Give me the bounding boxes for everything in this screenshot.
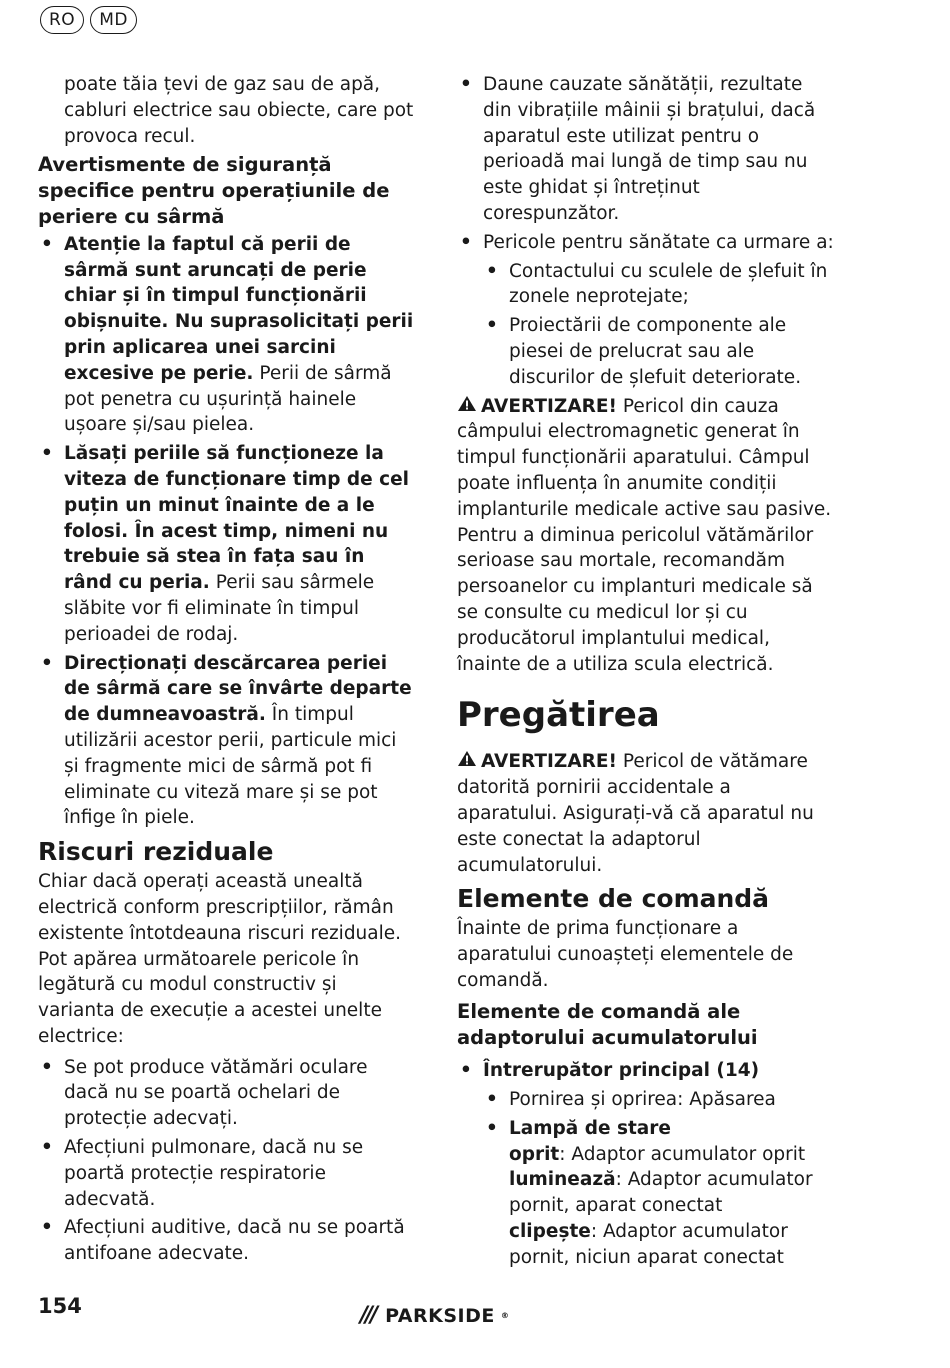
sub-list <box>483 259 835 391</box>
language-badge-ro: RO <box>40 6 84 34</box>
residual-risks-list <box>38 1055 416 1267</box>
list-item: • Afecțiuni auditive, dacă nu se poartă antifoane adecvate. <box>38 1215 416 1267</box>
controls-text: Înainte de prima funcționare a aparatului cunoașteți elementele de comandă. <box>457 918 794 991</box>
bullet-bold-text: Direcționați descărcarea periei de sârmă care se învârte departe de dumneavoastră. <box>64 652 412 726</box>
brush-warnings-list <box>38 232 416 831</box>
bullet-bold-text: Atenție la faptul că perii de sârmă sunt aruncați de perie chiar și în timpul funcționării obișnuite. Nu suprasolicitați perii prin aplicarea unei sarcini excesive pe perie. <box>64 233 414 384</box>
emf-warning <box>457 394 835 678</box>
sub-list <box>483 1087 835 1271</box>
list-item: • Afecțiuni pulmonare, dacă nu se poartă protecție respiratorie adecvată. <box>38 1135 416 1212</box>
list-item <box>457 1058 835 1270</box>
list-item: • Daune cauzate sănătății, rezultate din vibrațiile mâinii și brațului, dacă aparatul este utilizat pentru o perioadă mai lungă de timp sau nu este ghidat și întreținut corespunzător. <box>457 72 835 227</box>
controls-title: Elemente de comandă <box>457 884 770 914</box>
right-column <box>457 72 835 1274</box>
bullet-text: În timpul utilizării acestor perii, particule mici și fragmente mici de sârmă pot fi eliminate cu viteză mare și se pot înfige în piele. <box>64 704 397 829</box>
residual-risks-text: Chiar dacă operați această unealtă electrică conform prescripțiilor, rămân existente întotdeauna riscuri reziduale. Pot apărea următoarele pericole în legătură cu modul constructiv și varianta de execuție a acestei unelte electrice: <box>38 871 402 1047</box>
language-badges <box>40 6 137 34</box>
sub-list-item: • Pornirea și oprirea: Apăsarea <box>483 1087 835 1113</box>
controls-list <box>457 1058 835 1270</box>
state-text: : Adaptor acumulator pornit, niciun aparat conectat <box>509 1221 788 1268</box>
list-item <box>457 230 835 391</box>
state-key: luminează <box>509 1169 616 1191</box>
state-key: oprit <box>509 1143 560 1165</box>
sub-list-item: • Contactului cu sculele de șlefuit în zonele neprotejate; <box>483 259 835 311</box>
status-state <box>509 1219 835 1271</box>
adapter-controls-heading: Elemente de comandă ale adaptorului acumulatorului <box>457 999 758 1049</box>
bullet-bold-text: Lăsați periile să funcționeze la viteza de funcționare timp de cel puțin un minut înainte de a le folosi. În acest timp, nimeni nu trebuie să stea în fața sau în rând cu peria. <box>64 443 409 594</box>
status-state <box>509 1142 835 1168</box>
language-badge-md: MD <box>90 6 137 34</box>
bullet-text: Perii de sârmă pot penetra cu ușurință hainele ușoare și/sau pielea. <box>64 362 392 436</box>
accidental-start-warning <box>457 749 835 878</box>
residual-risks-title: Riscuri reziduale <box>38 837 274 867</box>
list-item-text: Pericole pentru sănătate ca urmare a: <box>483 231 834 253</box>
status-lamp-label: Lampă de stare <box>509 1117 671 1139</box>
intro-paragraph: poate tăia țevi de gaz sau de apă, cabluri electrice sau obiecte, care pot provoca recul. <box>64 74 414 147</box>
warning-label: AVERTIZARE! <box>481 395 617 417</box>
list-item: • Se pot produce vătămări oculare dacă nu se poartă ochelari de protecție adecvați. <box>38 1055 416 1132</box>
main-switch-label: Întrerupător principal (14) <box>483 1060 760 1082</box>
warning-label: AVERTIZARE! <box>481 751 617 773</box>
brush-warnings-heading: Avertismente de siguranță specifice pentru operațiunile de periere cu sârmă <box>38 153 390 228</box>
list-item <box>38 232 416 438</box>
status-state <box>509 1167 835 1219</box>
warning-triangle-icon <box>457 749 477 775</box>
page-number: 154 <box>38 1294 82 1318</box>
bullet-text: Perii sau sârmele slăbite vor fi eliminate în timpul perioadei de rodaj. <box>64 572 375 645</box>
logo-slashes: /// <box>360 1303 376 1328</box>
warning-text: Pericol de vătămare datorită pornirii accidentale a aparatului. Asigurați-vă că aparatul nu este conectat la adaptorul acumulatorului. <box>457 751 814 876</box>
state-text: : Adaptor acumulator pornit, aparat conectat <box>509 1169 813 1217</box>
left-column <box>38 72 416 1270</box>
sub-list-item: • Proiectării de componente ale piesei de prelucrat sau ale discurilor de șlefuit deteriorate. <box>483 313 835 390</box>
residual-risks-list-continued <box>457 72 835 391</box>
list-item <box>38 441 416 647</box>
sub-list-item <box>483 1116 835 1271</box>
list-item <box>38 651 416 832</box>
parkside-logo <box>360 1303 509 1328</box>
preparation-title: Pregătirea <box>457 695 660 736</box>
registered-mark: ® <box>500 1311 510 1320</box>
warning-text: Pericol din cauza câmpului electromagnetic generat în timpul funcționării aparatului. Câmpul poate influența în anumite condiții implanturile medicale active sau pasive. Pentru a diminua pericolul vătămărilor serioase sau mortale, recomandăm persoanelor cu implanturi medicale să se consulte cu medicul lor și cu producătorul implantului medical, înainte de a utiliza scula electrică. <box>457 395 832 675</box>
logo-text: PARKSIDE <box>385 1304 495 1327</box>
state-key: clipește <box>509 1221 591 1243</box>
warning-triangle-icon <box>457 394 477 420</box>
state-text: : Adaptor acumulator oprit <box>559 1143 806 1165</box>
